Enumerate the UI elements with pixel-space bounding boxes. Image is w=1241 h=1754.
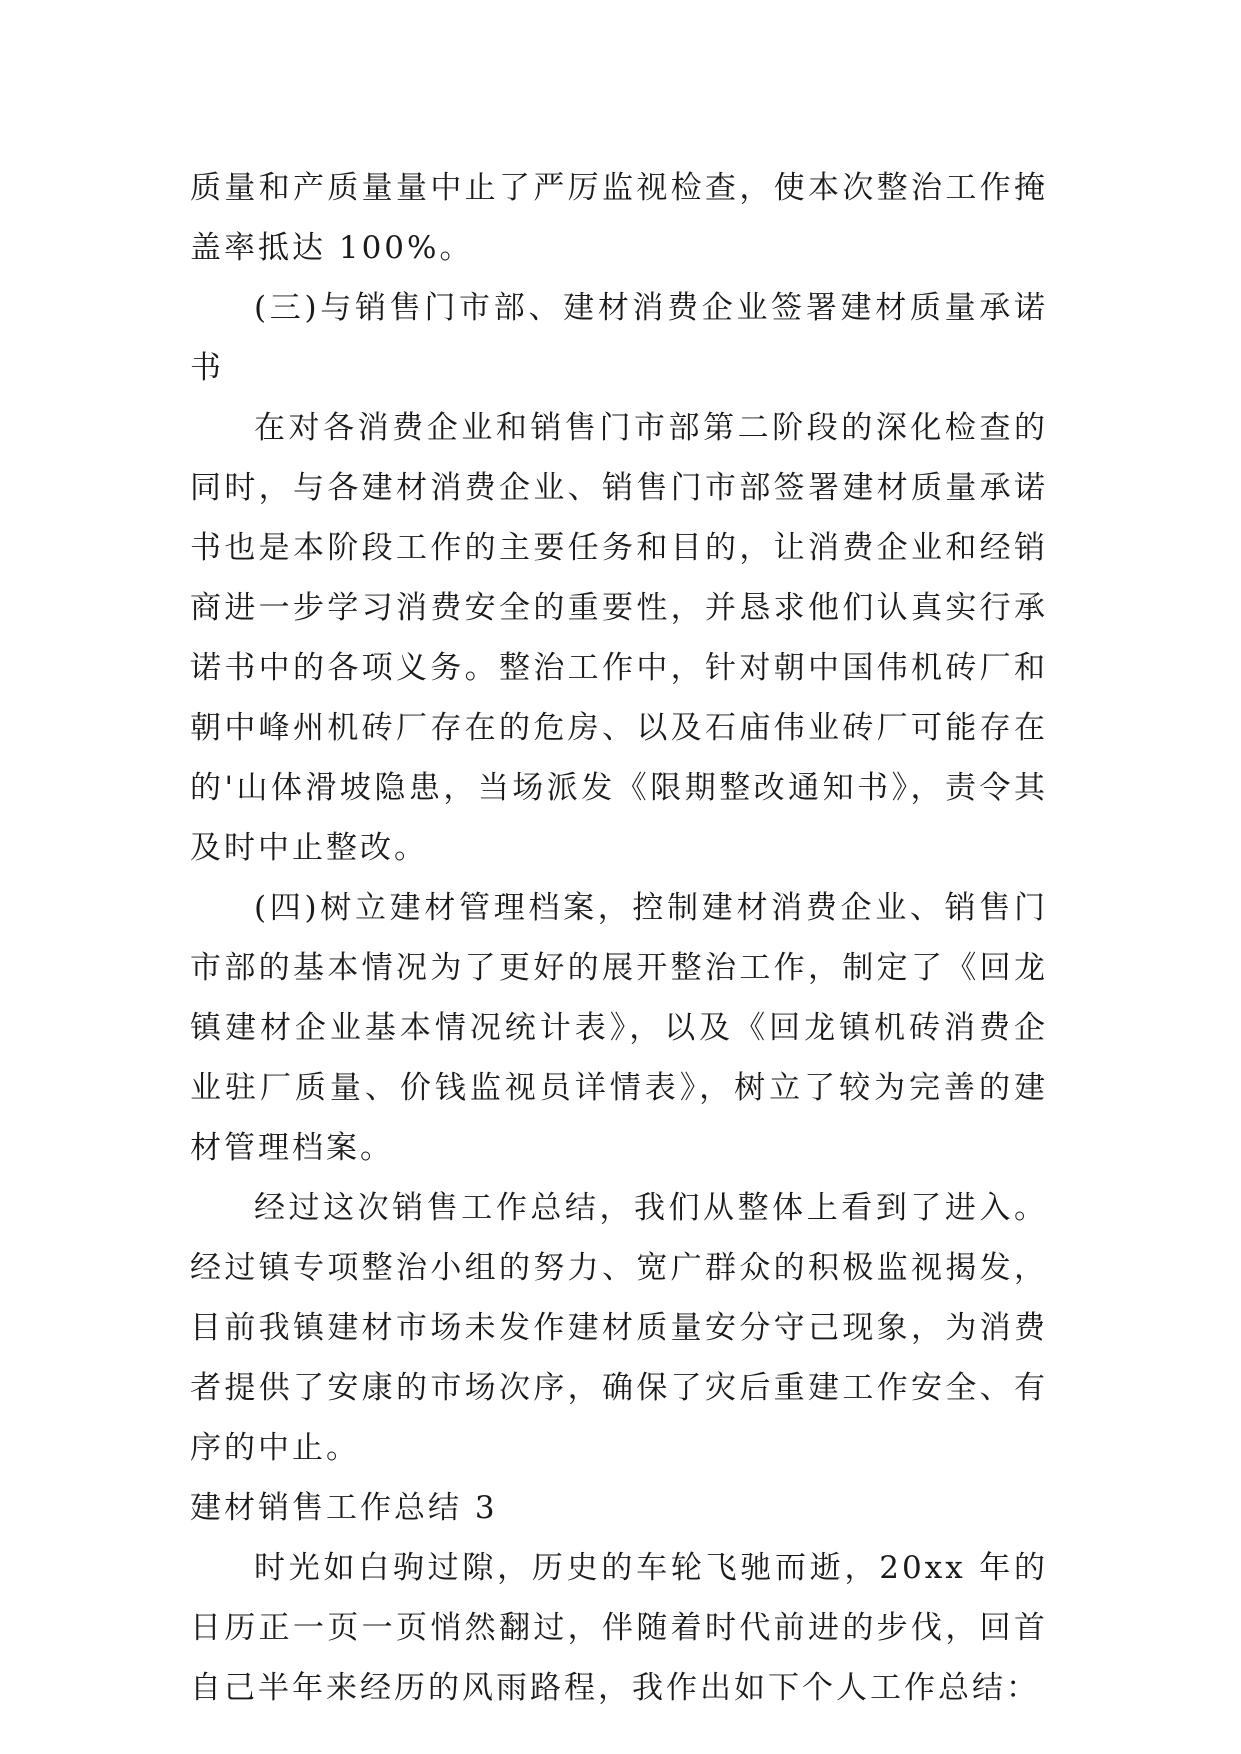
paragraph-5: 经过这次销售工作总结，我们从整体上看到了进入。经过镇专项整治小组的努力、宽广群众的积极监视揭发，目前我镇建材市场未发作建材质量安分守己现象，为消费者提供了安康的市场次序，确保了灾后重建工作安全、有序的中止。	[190, 1190, 1048, 1466]
heading-section-3: (三)与销售门市部、建材消费企业签署建材质量承诺书	[190, 290, 1048, 386]
paragraph-1: 质量和产质量量中止了严厉监视检查，使本次整治工作掩盖率抵达 100%。	[190, 170, 1048, 266]
paragraph-section-4: (四)树立建材管理档案，控制建材消费企业、销售门市部的基本情况为了更好的展开整治工作，制定了《回龙镇建材企业基本情况统计表》，以及《回龙镇机砖消费企业驻厂质量、价钱监视员详情表》，树立了较为完善的建材管理档案。	[190, 890, 1048, 1166]
paragraph-7: 时光如白驹过隙，历史的车轮飞驰而逝，20xx 年的日历正一页一页悄然翻过，伴随着时代前进的步伐，回首自己半年来经历的风雨路程，我作出如下个人工作总结：	[190, 1550, 1048, 1706]
paragraph-3: 在对各消费企业和销售门市部第二阶段的深化检查的同时，与各建材消费企业、销售门市部签署建材质量承诺书也是本阶段工作的主要任务和目的，让消费企业和经销商进一步学习消费安全的重要性，并恳求他们认真实行承诺书中的各项义务。整治工作中，针对朝中国伟机砖厂和朝中峰州机砖厂存在的危房、以及石庙伟业砖厂可能存在的'山体滑坡隐患，当场派发《限期整改通知书》，责令其及时中止整改。	[190, 410, 1048, 866]
document-body	[190, 158, 1048, 1718]
section-title-summary-3: 建材销售工作总结 3	[190, 1490, 498, 1526]
